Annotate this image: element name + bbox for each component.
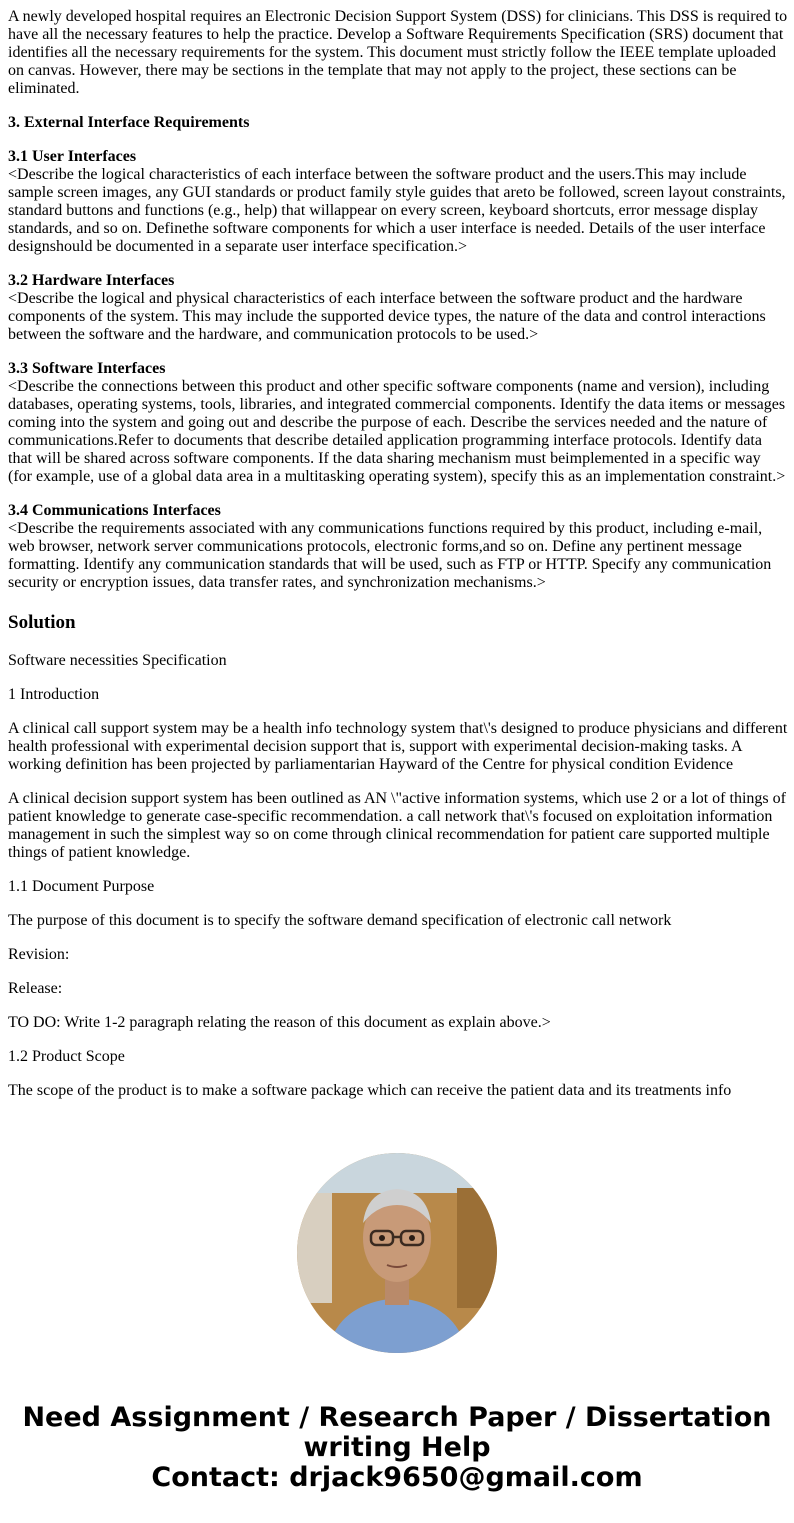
section-title: 3.1 User Interfaces — [8, 148, 137, 165]
promo-contact[interactable]: Contact: drjack9650@gmail.com — [151, 1462, 643, 1493]
solution-paragraph: Software necessities Specification — [8, 652, 227, 669]
document-content — [8, 8, 788, 1116]
promo-line: writing Help — [303, 1432, 491, 1463]
promo-banner — [0, 1403, 794, 1493]
section-user-interfaces — [8, 148, 788, 256]
section-body: <Describe the connections between this product and other specific software components (name and version), including databases, operating systems, tools, libraries, and integrated commercial components. Identify the data items or messages coming into the system and going out and describe the purpose of each. Describe the services needed and the nature of communications.Refer to documents that describe detailed application programming interface protocols. Identify data that will be shared across software components. If the data sharing mechanism must beimplemented in a specific way (for example, use of a global data area in a multitasking operating system), specify this as an implementation constraint.> — [8, 378, 786, 485]
section-software-interfaces — [8, 360, 788, 486]
solution-paragraph: Revision: — [8, 946, 70, 963]
section-title: 3.4 Communications Interfaces — [8, 502, 221, 519]
solution-paragraph: 1 Introduction — [8, 686, 100, 703]
section-title: 3.3 Software Interfaces — [8, 360, 166, 377]
solution-paragraph: The purpose of this document is to specify the software demand specification of electronic call network — [8, 912, 672, 929]
solution-paragraph: TO DO: Write 1-2 paragraph relating the reason of this document as explain above.> — [8, 1014, 551, 1031]
solution-paragraph: Release: — [8, 980, 63, 997]
section-body: <Describe the logical characteristics of each interface between the software product and the users.This may include sample screen images, any GUI standards or product family style guides that areto be followed, screen layout constraints, standard buttons and functions (e.g., help) that willappear on every screen, keyboard shortcuts, error message display standards, and so on. Definethe software components for which a user interface is needed. Details of the user interface designshould be documented in a separate user interface specification.> — [8, 166, 786, 255]
solution-paragraph: The scope of the product is to make a software package which can receive the patient data and its treatments info — [8, 1082, 732, 1099]
promo-line: Need Assignment / Research Paper / Dissertation — [22, 1402, 772, 1433]
solution-paragraph: A clinical decision support system has been outlined as AN \"active information systems, which use 2 or a lot of things of patient knowledge to generate case-specific recommendation. a call network that\'s focused on exploitation information management in such the simplest way so on come through clinical recommendation for patient care supported multiple things of patient knowledge. — [8, 790, 786, 861]
author-avatar — [297, 1153, 497, 1353]
solution-heading: Solution — [8, 612, 76, 633]
solution-paragraph: 1.1 Document Purpose — [8, 878, 155, 895]
section-communications-interfaces — [8, 502, 788, 592]
solution-paragraph: A clinical call support system may be a health info technology system that\'s designed to produce physicians and different health professional with experimental decision support that is, support with experimental decision-making tasks. A working definition has been projected by parliamentarian Hayward of the Centre for physical condition Evidence — [8, 720, 788, 773]
section-title: 3.2 Hardware Interfaces — [8, 272, 175, 289]
avatar-portrait — [297, 1153, 497, 1353]
solution-paragraph: 1.2 Product Scope — [8, 1048, 125, 1065]
question-intro: A newly developed hospital requires an Electronic Decision Support System (DSS) for clinicians. This DSS is required to have all the necessary features to help the practice. Develop a Software Requirements Specification (SRS) document that identifies all the necessary requirements for the system. This document must strictly follow the IEEE template uploaded on canvas. However, there may be sections in the template that may not apply to the project, these sections can be eliminated. — [8, 8, 788, 97]
section-body: <Describe the logical and physical characteristics of each interface between the software product and the hardware components of the system. This may include the supported device types, the nature of the data and control interactions between the software and the hardware, and communication protocols to be used.> — [8, 290, 766, 343]
section-body: <Describe the requirements associated with any communications functions required by this product, including e-mail, web browser, network server communications protocols, electronic forms,and so on. Define any pertinent message formatting. Identify any communication standards that will be used, such as FTP or HTTP. Specify any communication security or encryption issues, data transfer rates, and synchronization mechanisms.> — [8, 520, 772, 591]
section-hardware-interfaces — [8, 272, 788, 344]
section-heading: 3. External Interface Requirements — [8, 114, 250, 131]
